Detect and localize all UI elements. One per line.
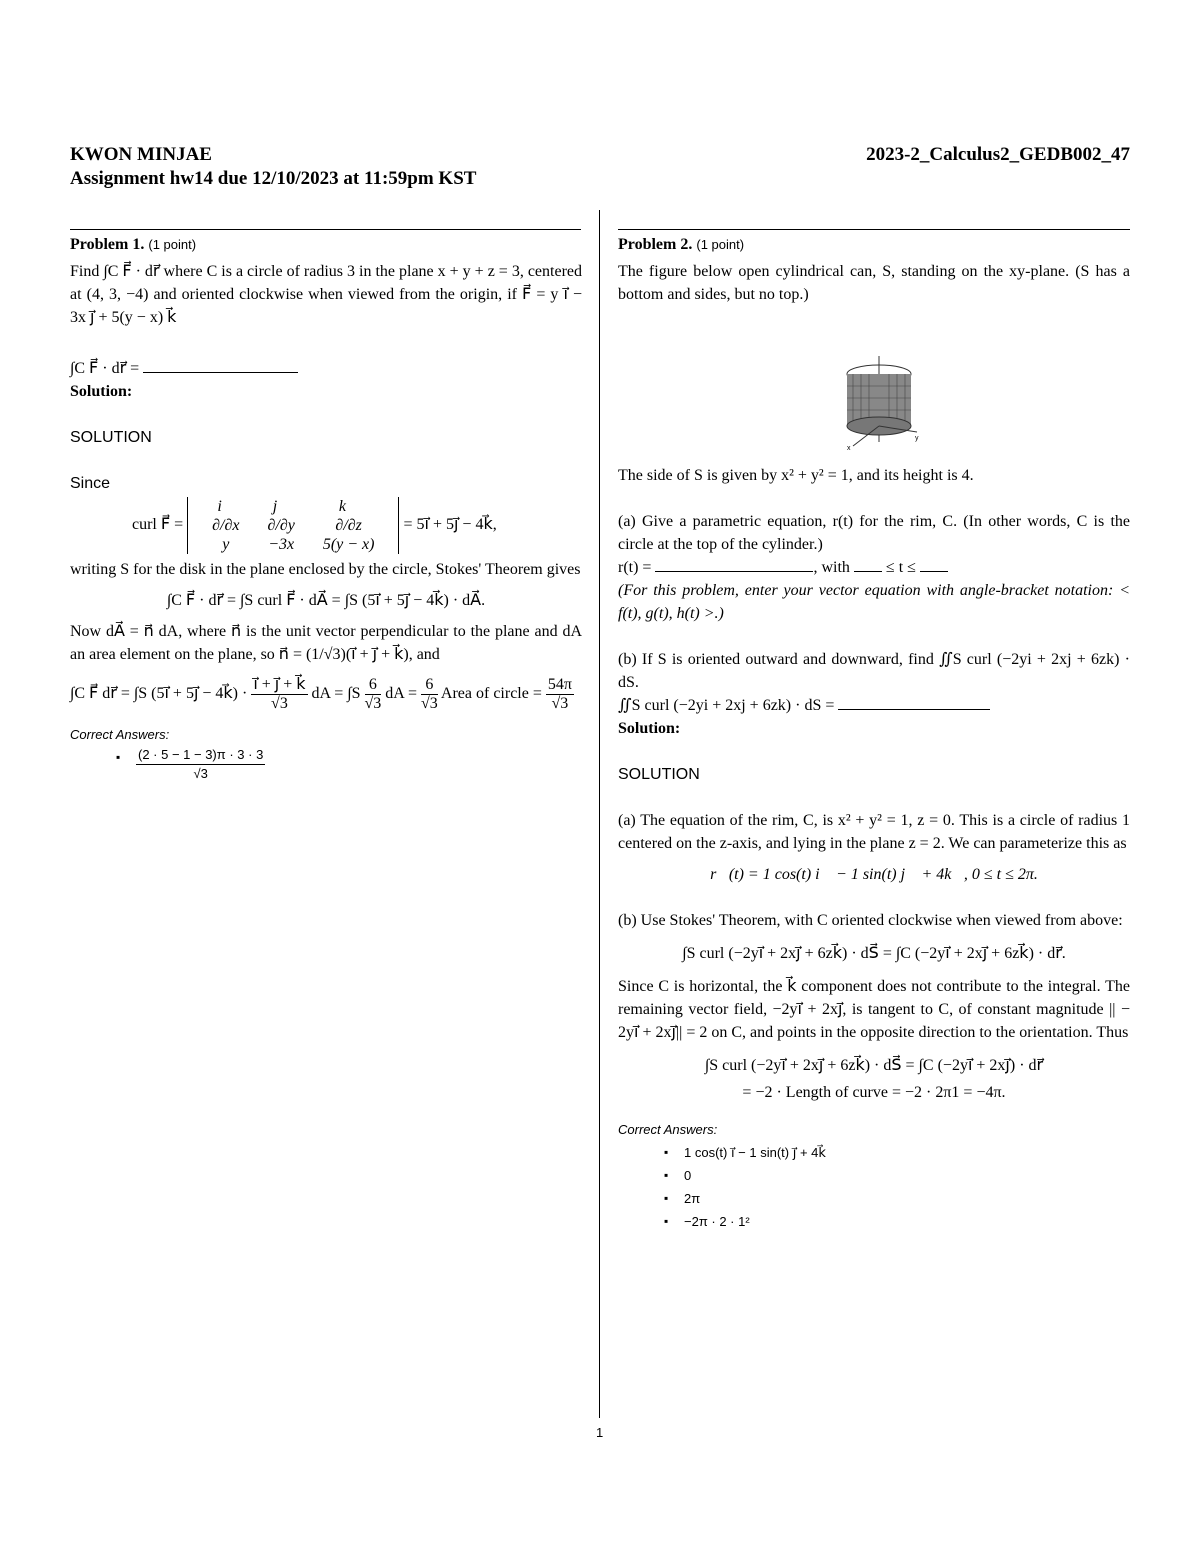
problem-1-statement: Find ∫C F⃗ · dr⃗ where C is a circle of radius 3 in the plane x + y + z = 3, centered at (4, 3, −4) and oriented clockwise when viewed from the origin, if F⃗ = y i⃗ − 3x j⃗ + 5(y − x) k⃗ bbox=[70, 263, 582, 326]
solution-b-equation-2: ∫S curl (−2yi⃗ + 2xj⃗ + 6zk⃗) · dS⃗ = ∫C (−2yi⃗ + 2xj⃗) · dr⃗ bbox=[704, 1057, 1044, 1074]
curl-determinant bbox=[70, 497, 582, 554]
part-b-field[interactable] bbox=[838, 709, 990, 710]
problem-1-correct-label: Correct Answers: bbox=[70, 727, 170, 742]
answer-den: √3 bbox=[193, 766, 208, 781]
curl-lhs: curl F⃗ = bbox=[132, 516, 184, 534]
part-a-text: (a) Give a parametric equation, r(t) for the rim, C. (In other words, C is the circle at the top of the cylinder.) bbox=[618, 513, 1130, 553]
frac-six bbox=[365, 676, 382, 713]
part-a-lower-field[interactable] bbox=[854, 571, 882, 572]
stokes-text: writing S for the disk in the plane enclosed by the circle, Stokes' Theorem gives bbox=[70, 561, 581, 578]
column-divider bbox=[599, 210, 600, 1418]
part-b-prompt: ∬S curl (−2yi + 2xj + 6zk) · dS = bbox=[618, 697, 835, 714]
cylinder-figure bbox=[618, 306, 1130, 464]
frac-six-b-den: √3 bbox=[421, 695, 438, 712]
curl-result: = 5i⃗ + 5j⃗ − 4k⃗, bbox=[403, 516, 497, 534]
problem-2-statement: The figure below open cylindrical can, S, standing on the xy-plane. (S has a bottom and sides, but no top.) bbox=[618, 263, 1130, 303]
matrix-Q: −3x bbox=[268, 536, 295, 553]
problem-1-answer-prompt: ∫C F⃗ · dr⃗ = bbox=[70, 360, 140, 377]
part-a-prompt: r(t) = bbox=[618, 559, 652, 576]
final-eq-tail1: dA = bbox=[385, 685, 417, 703]
final-eq-mid: dA = ∫S bbox=[311, 685, 361, 703]
stokes-equation: ∫C F⃗ · dr⃗ = ∫S curl F⃗ · dA⃗ = ∫S (5i⃗ + 5j⃗ − 4k⃗) · dA⃗. bbox=[166, 592, 486, 609]
now-text: Now dA⃗ = n⃗ dA, where n⃗ is the unit vector perpendicular to the plane and dA an area element on the plane, so n⃗ = (1/√3)(i⃗ + j⃗ + k⃗), and bbox=[70, 623, 582, 663]
answer-num: ▪ (2 · 5 − 1 − 3)π · 3 · 3 bbox=[136, 746, 265, 765]
frac-six-b-num: 6 bbox=[421, 676, 438, 695]
problem-1-answer-frac bbox=[136, 746, 265, 783]
solution-b-equation: ∫S curl (−2yi⃗ + 2xj⃗ + 6zk⃗) · dS⃗ = ∫C (−2yi⃗ + 2xj⃗ + 6zk⃗) · dr⃗. bbox=[682, 945, 1066, 962]
matrix-dz: ∂/∂z bbox=[335, 517, 362, 534]
problem-1 bbox=[70, 233, 582, 783]
matrix-i: i⃗ bbox=[217, 498, 235, 515]
solution-b-equation-3: = −2 · Length of curve = −2 · 2π1 = −4π. bbox=[742, 1084, 1006, 1101]
matrix-dy: ∂/∂y bbox=[267, 517, 295, 534]
problem-1-since: Since bbox=[70, 475, 111, 492]
final-frac bbox=[546, 676, 574, 713]
problem-2-correct-label: Correct Answers: bbox=[618, 1122, 718, 1137]
left-top-rule bbox=[70, 229, 581, 230]
final-eq-tail2: Area of circle = bbox=[440, 685, 542, 703]
matrix-dx: ∂/∂x bbox=[212, 517, 240, 534]
curl-matrix bbox=[187, 497, 399, 554]
matrix-j: j⃗ bbox=[272, 498, 290, 515]
problem-2-title: Problem 2. bbox=[618, 236, 693, 253]
problem-1-title: Problem 1. bbox=[70, 236, 145, 253]
matrix-R: 5(y − x) bbox=[322, 536, 375, 553]
problem-1-solution-label: Solution: bbox=[70, 383, 133, 400]
assignment-title: Assignment hw14 due 12/10/2023 at 11:59pm KST bbox=[70, 168, 477, 189]
frac-six-num: 6 bbox=[365, 676, 382, 695]
problem-1-answers bbox=[116, 746, 582, 783]
final-eq-frac-num: i⃗ + j⃗ + k⃗ bbox=[253, 676, 306, 693]
final-eq-left: ∫C F⃗ dr⃗ = ∫S (5i⃗ + 5j⃗ − 4k⃗) · bbox=[70, 685, 248, 703]
problem-2-answer-item: ▪ 0 bbox=[664, 1164, 1130, 1187]
problem-2 bbox=[618, 233, 1130, 1233]
solution-a-text: (a) The equation of the rim, C, is x² + y² = 1, z = 0. This is a circle of radius 1 centered on the z-axis, and lying in the plane z = 2. We can parameterize this as bbox=[618, 812, 1130, 852]
right-top-rule bbox=[618, 229, 1130, 230]
problem-1-answer-item bbox=[116, 746, 582, 783]
problem-2-answer-item: ▪ 1 cos(t) i⃗ − 1 sin(t) j⃗ + 4k⃗ bbox=[664, 1141, 1130, 1164]
frac-six-den: √3 bbox=[364, 695, 382, 712]
solution-b-explanation: Since C is horizontal, the k⃗ component does not contribute to the integral. The remaining vector field, −2yi⃗ + 2xj⃗, is tangent to C, of constant magnitude || − 2yi⃗ + 2xj⃗|| = 2 on C, and points in the opposite direction to the orientation. Thus bbox=[618, 978, 1130, 1041]
side-text: The side of S is given by x² + y² = 1, and its height is 4. bbox=[618, 467, 974, 484]
student-name: KWON MINJAE bbox=[70, 144, 212, 165]
part-a-with: , with bbox=[813, 559, 850, 576]
final-eq-frac-den: √3 bbox=[271, 695, 288, 712]
part-a-ineq: ≤ t ≤ bbox=[885, 559, 916, 576]
cylinder-image bbox=[843, 352, 923, 452]
course-code: 2023-2_Calculus2_GEDB002_47 bbox=[866, 144, 1130, 165]
problem-2-solution-label: Solution: bbox=[618, 720, 681, 737]
final-equation bbox=[70, 676, 670, 713]
final-frac-num: 54π bbox=[547, 676, 572, 693]
matrix-k: k⃗ bbox=[338, 498, 359, 515]
problem-2-solution-heading: SOLUTION bbox=[618, 766, 700, 783]
part-a-upper-field[interactable] bbox=[920, 571, 948, 572]
frac-six-b bbox=[421, 676, 438, 713]
problem-1-answer-field[interactable] bbox=[143, 372, 298, 373]
problem-1-answer-line bbox=[70, 357, 582, 380]
problem-1-points: (1 point) bbox=[148, 237, 197, 252]
param-equation: r⃗(t) = 1 cos(t) i⃗ − 1 sin(t) j⃗ + 4k⃗, 0 ≤ t ≤ 2π. bbox=[710, 866, 1038, 883]
problem-2-answers bbox=[664, 1141, 1130, 1233]
svg-text:y: y bbox=[915, 435, 919, 442]
part-a-note: (For this problem, enter your vector equation with angle-bracket notation: < f(t), g(t), h(t) >.) bbox=[618, 582, 1130, 622]
part-b-text: (b) If S is oriented outward and downward, find ∬S curl (−2yi + 2xj + 6zk) · dS. bbox=[618, 651, 1130, 691]
part-a-answer-line bbox=[618, 556, 1130, 579]
final-eq-frac bbox=[251, 676, 307, 713]
problem-2-points: (1 point) bbox=[696, 237, 745, 252]
matrix-P: y bbox=[222, 536, 230, 553]
page-number: 1 bbox=[596, 1425, 604, 1440]
problem-2-answer-item: ▪ −2π · 2 · 1² bbox=[664, 1210, 1130, 1233]
solution-b-text: (b) Use Stokes' Theorem, with C oriented clockwise when viewed from above: bbox=[618, 912, 1123, 929]
problem-1-solution-heading: SOLUTION bbox=[70, 429, 152, 446]
final-frac-den: √3 bbox=[551, 695, 569, 712]
svg-text:x: x bbox=[847, 445, 851, 452]
part-b-answer-line bbox=[618, 694, 1130, 717]
problem-2-answer-item: ▪ 2π bbox=[664, 1187, 1130, 1210]
part-a-r-field[interactable] bbox=[655, 571, 813, 572]
